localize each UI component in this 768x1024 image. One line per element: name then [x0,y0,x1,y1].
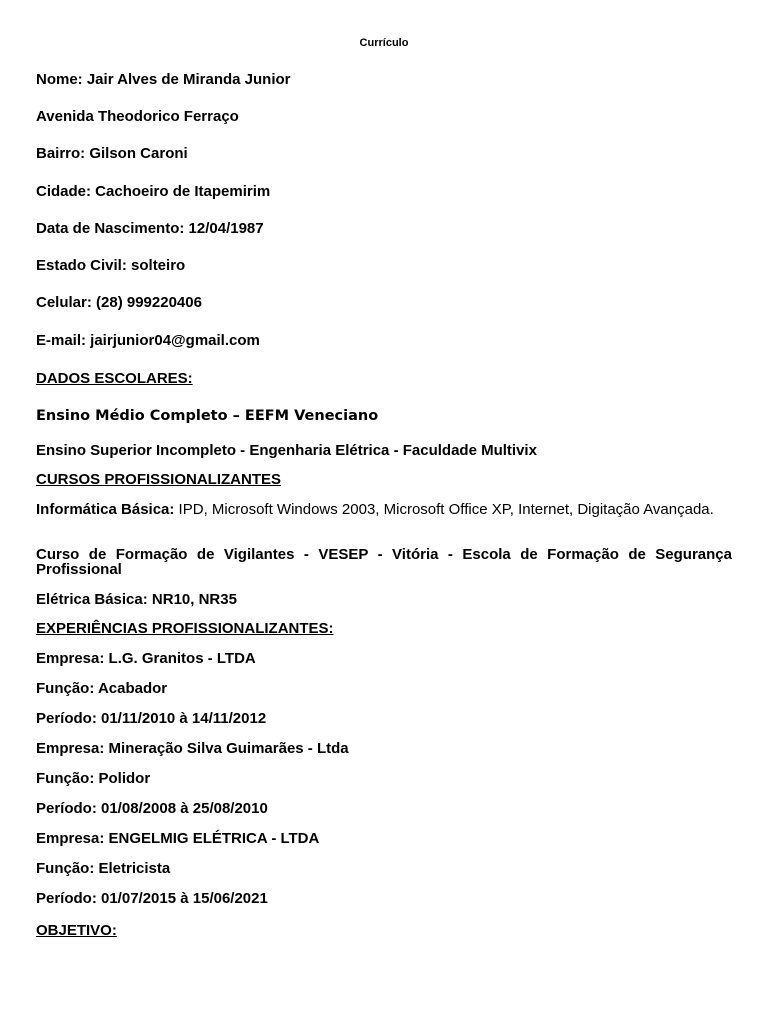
document-title: Currículo [359,37,409,49]
city-line: Cidade: Cachoeiro de Itapemirim [36,183,271,200]
electrical-course-line: Elétrica Básica: NR10, NR35 [36,591,237,608]
district-line: Bairro: Gilson Caroni [36,145,188,162]
job-company: Empresa: ENGELMIG ELÉTRICA - LTDA [36,830,320,847]
security-course-paragraph: Curso de Formação de Vigilantes - VESEP - Vitória - Escola de Formação de Segurança Profissional [36,546,732,578]
job-company: Empresa: Mineração Silva Guimarães - Ltda [36,740,349,757]
name-line: Nome: Jair Alves de Miranda Junior [36,71,291,88]
courses-heading: CURSOS PROFISSIONALIZANTES [36,471,282,488]
it-course-paragraph [36,502,732,517]
education-heading: DADOS ESCOLARES: [36,370,193,387]
phone-line: Celular: (28) 999220406 [36,294,202,311]
higher-education-line: Ensino Superior Incompleto - Engenharia Elétrica - Faculdade Multivix [36,442,537,459]
civil-status-line: Estado Civil: solteiro [36,257,186,274]
it-course-text: IPD, Microsoft Windows 2003, Microsoft Office XP, Internet, Digitação Avançada. [174,501,714,518]
high-school-line: Ensino Médio Completo – EEFM Veneciano [36,408,379,424]
job-role: Função: Eletricista [36,860,171,877]
job-role: Função: Acabador [36,680,168,697]
experience-heading: EXPERIÊNCIAS PROFISSIONALIZANTES: [36,620,334,637]
objective-heading: OBJETIVO: [36,922,117,939]
street-line: Avenida Theodorico Ferraço [36,108,239,125]
job-period: Período: 01/11/2010 à 14/11/2012 [36,710,267,727]
birth-date-line: Data de Nascimento: 12/04/1987 [36,220,264,237]
job-period: Período: 01/07/2015 à 15/06/2021 [36,890,268,907]
job-period: Período: 01/08/2008 à 25/08/2010 [36,800,268,817]
email-line: E-mail: jairjunior04@gmail.com [36,332,260,349]
job-company: Empresa: L.G. Granitos - LTDA [36,650,256,667]
job-role: Função: Polidor [36,770,151,787]
it-course-label: Informática Básica: [36,501,175,518]
